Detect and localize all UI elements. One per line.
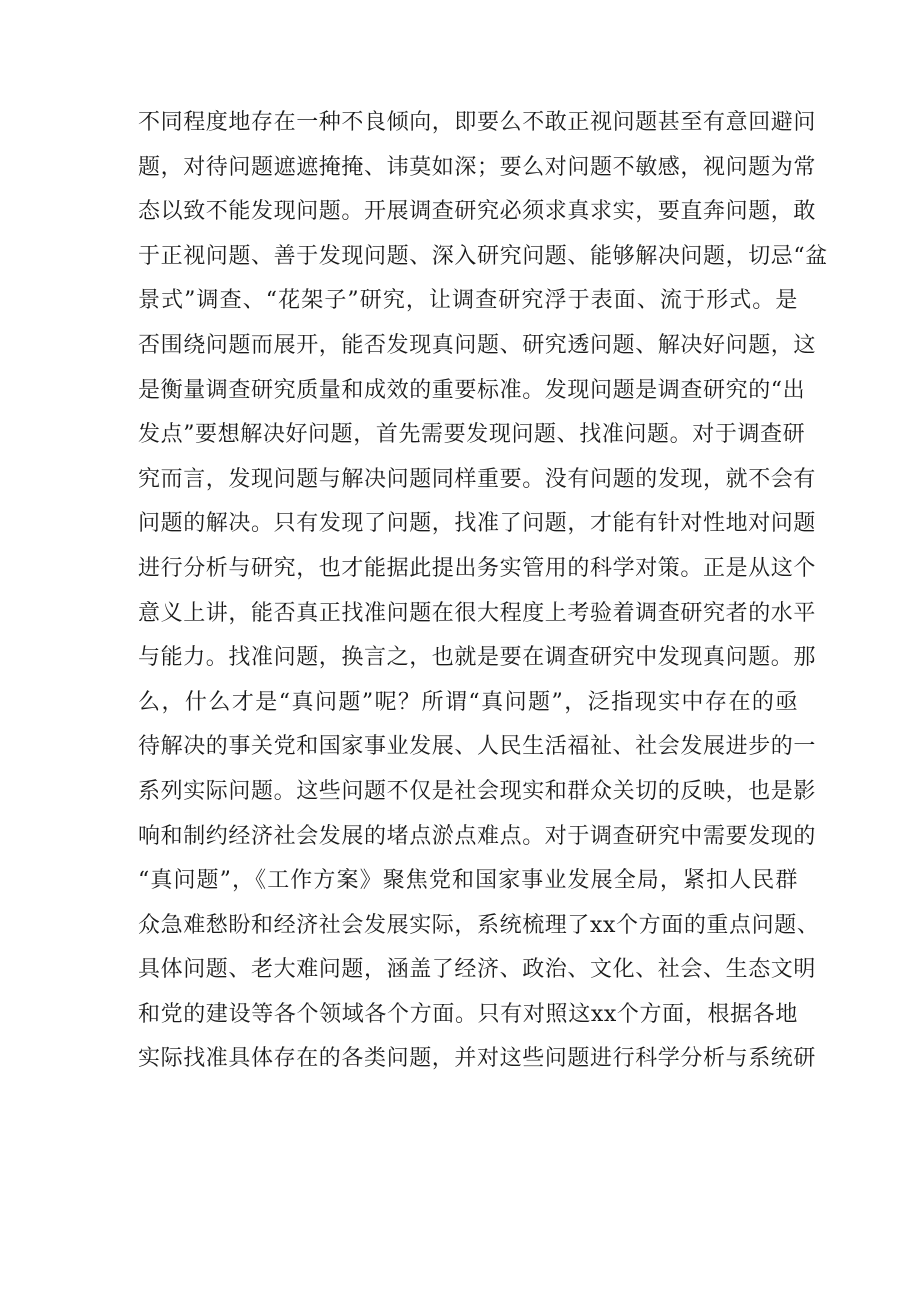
text-line: 发点”要想解决好问题，首先需要发现问题、找准问题。对于调查研 — [138, 422, 806, 448]
text-line: 景式”调查、“花架子”研究，让调查研究浮于表面、流于形式。是 — [138, 288, 798, 314]
text-line: 意义上讲，能否真正找准问题在很大程度上考验着调查研究者的水平 — [138, 600, 817, 626]
text-line: 实际找准具体存在的各类问题，并对这些问题进行科学分析与系统研 — [138, 1046, 817, 1072]
text-line: 不同程度地存在一种不良倾向，即要么不敢正视问题甚至有意回避问 — [138, 110, 817, 135]
text-line: 么，什么才是“真问题”呢？所谓“真问题”，泛指现实中存在的亟 — [138, 689, 798, 715]
body-text — [138, 101, 828, 1082]
text-line: “真问题”，《工作方案》聚焦党和国家事业发展全局，紧扣人民群 — [138, 868, 798, 894]
text-line: 进行分析与研究，也才能据此提出务实管用的科学对策。正是从这个 — [138, 555, 817, 581]
text-line: 系列实际问题。这些问题不仅是社会现实和群众关切的反映，也是影 — [138, 778, 817, 804]
text-line: 问题的解决。只有发现了问题，找准了问题，才能有针对性地对问题 — [138, 511, 817, 537]
text-line: 和党的建设等各个领域各个方面。只有对照这xx个方面，根据各地 — [138, 1001, 798, 1027]
text-line: 具体问题、老大难问题，涵盖了经济、政治、文化、社会、生态文明 — [138, 957, 817, 983]
text-line: 究而言，发现问题与解决问题同样重要。没有问题的发现，就不会有 — [138, 466, 817, 492]
text-line: 众急难愁盼和经济社会发展实际，系统梳理了xx个方面的重点问题、 — [138, 912, 820, 938]
text-line: 态以致不能发现问题。开展调查研究必须求真求实，要直奔问题，敢 — [138, 199, 817, 225]
text-line: 与能力。找准问题，换言之，也就是要在调查研究中发现真问题。那 — [138, 645, 817, 671]
text-line: 于正视问题、善于发现问题、深入研究问题、能够解决问题，切忌“盆 — [138, 243, 828, 269]
text-line: 否围绕问题而展开，能否发现真问题、研究透问题、解决好问题，这 — [138, 332, 817, 358]
text-line: 是衡量调查研究质量和成效的重要标准。发现问题是调查研究的“出 — [138, 377, 806, 403]
text-line: 待解决的事关党和国家事业发展、人民生活福祉、社会发展进步的一 — [138, 734, 817, 760]
text-line: 题，对待问题遮遮掩掩、讳莫如深；要么对问题不敏感，视问题为常 — [138, 154, 817, 180]
text-line: 响和制约经济社会发展的堵点淤点难点。对于调查研究中需要发现的 — [138, 823, 817, 849]
